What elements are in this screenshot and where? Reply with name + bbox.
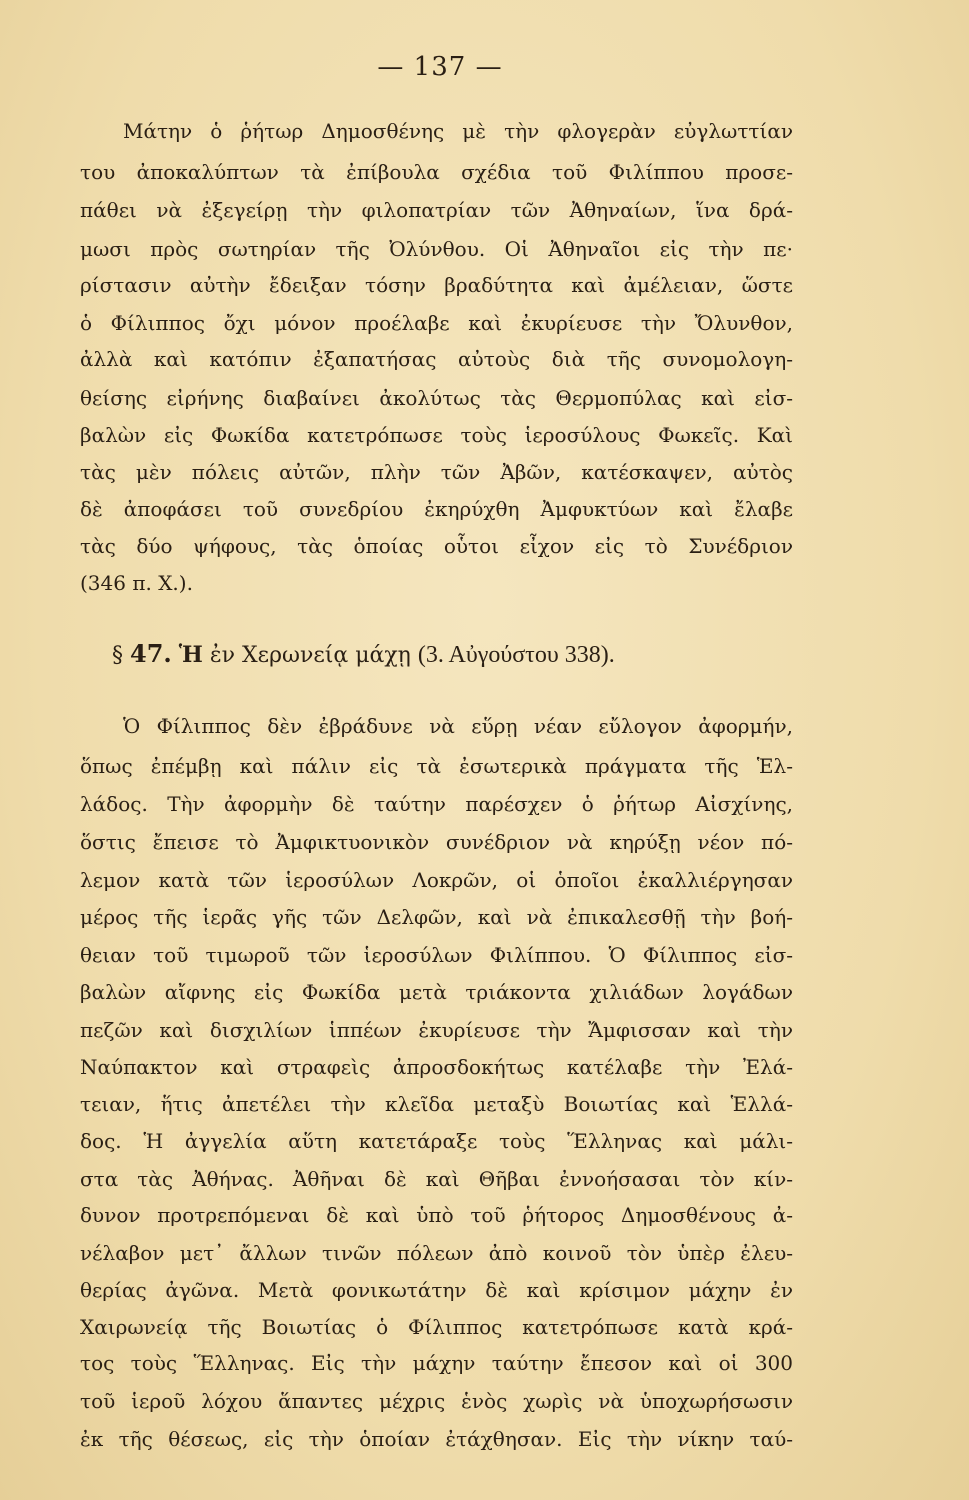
text-line: τειαν, ἥτις ἀπετέλει τὴν κλεῖδα μεταξὺ Βοιωτίας καὶ Ἑλλά- (80, 1092, 793, 1116)
section-number: 47. (130, 639, 172, 668)
text-line: λάδος. Τὴν ἀφορμὴν δὲ ταύτην παρέσχεν ὁ ῥήτωρ Αἰσχίνης, (80, 792, 793, 816)
text-line: πεζῶν καὶ δισχιλίων ἱππέων ἐκυρίευσε τὴν Ἄμφισσαν καὶ τὴν (80, 1018, 793, 1042)
text-line: δὲ ἀποφάσει τοῦ συνεδρίου ἐκηρύχθη Ἀμφυκτύων καὶ ἔλαβε (80, 497, 793, 521)
text-line: ἀλλὰ καὶ κατόπιν ἐξαπατήσας αὐτοὺς διὰ τῆς συνομολογη- (80, 347, 793, 371)
section-title: ἐν Χερωνείᾳ μάχῃ (209, 643, 411, 668)
section-date: (3. Αὐγούστου 338). (417, 642, 615, 668)
text-line: θειαν τοῦ τιμωροῦ τῶν ἱεροσύλων Φιλίππου. Ὁ Φίλιππος εἰσ- (80, 943, 793, 967)
text-line: τὰς δύο ψήφους, τὰς ὁποίας οὗτοι εἶχον εἰς τὸ Συνέδριον (80, 534, 793, 558)
text-line: τος τοὺς Ἕλληνας. Εἰς τὴν μάχην ταύτην ἔπεσον καὶ οἱ 300 (80, 1351, 793, 1375)
text-line: Ναύπακτον καὶ στραφεὶς ἀπροσδοκήτως κατέλαβε τὴν Ἐλά- (80, 1055, 793, 1079)
text-line: ὅστις ἔπεισε τὸ Ἀμφικτυονικὸν συνέδριον νὰ κηρύξῃ νέον πό- (80, 830, 793, 854)
text-line: θερίας ἀγῶνα. Μετὰ φονικωτάτην δὲ καὶ κρίσιμον μάχην ἐν (80, 1278, 793, 1302)
text-line: (346 π. Χ.). (80, 571, 193, 595)
text-line: δος. Ἡ ἀγγελία αὕτη κατετάραξε τοὺς Ἕλληνας καὶ μάλι- (80, 1129, 793, 1153)
text-line: στα τὰς Ἀθήνας. Ἀθῆναι δὲ καὶ Θῆβαι ἐννοήσασαι τὸν κίν- (80, 1167, 793, 1191)
text-line: θείσης εἰρήνης διαβαίνει ἀκολύτως τὰς Θερμοπύλας καὶ εἰσ- (80, 386, 793, 410)
text-line: βαλὼν αἴφνης εἰς Φωκίδα μετὰ τριάκοντα χιλιάδων λογάδων (80, 980, 793, 1004)
text-line: τὰς μὲν πόλεις αὐτῶν, πλὴν τῶν Ἀβῶν, κατέσκαψεν, αὐτὸς (80, 460, 793, 484)
text-line: λεμον κατὰ τῶν ἱεροσύλων Λοκρῶν, οἱ ὁποῖοι ἐκαλλιέργησαν (80, 868, 793, 892)
text-line: πάθει νὰ ἐξεγείρῃ τὴν φιλοπατρίαν τῶν Ἀθηναίων, ἵνα δρά- (80, 198, 793, 222)
text-line: δυνον προτρεπόμεναι δὲ καὶ ὑπὸ τοῦ ῥήτορος Δημοσθένους ἀ- (80, 1203, 793, 1227)
text-line: μέρος τῆς ἱερᾶς γῆς τῶν Δελφῶν, καὶ νὰ ἐπικαλεσθῇ τὴν βοή- (80, 905, 793, 929)
text-line: ὁ Φίλιππος ὄχι μόνον προέλαβε καὶ ἐκυρίευσε τὴν Ὄλυνθον, (80, 311, 793, 335)
text-line: Μάτην ὁ ῥήτωρ Δημοσθένης μὲ τὴν φλογερὰν εὐγλωττίαν (123, 119, 793, 143)
section-mark: § (112, 643, 123, 668)
text-line: Χαιρωνείᾳ τῆς Βοιωτίας ὁ Φίλιππος κατετρόπωσε κατὰ κρά- (80, 1315, 793, 1339)
page-number: — 137 — (377, 52, 503, 82)
text-line: του ἀποκαλύπτων τὰ ἐπίβουλα σχέδια τοῦ Φιλίππου προσε- (80, 160, 793, 184)
text-line: νέλαβον μετ᾽ ἄλλων τινῶν πόλεων ἀπὸ κοινοῦ τὸν ὑπὲρ ἐλευ- (80, 1241, 793, 1265)
text-line: ρίστασιν αὐτὴν ἔδειξαν τόσην βραδύτητα καὶ ἀμέλειαν, ὥστε (80, 273, 793, 297)
text-line: Ὁ Φίλιππος δὲν ἐβράδυνε νὰ εὕρῃ νέαν εὔλογον ἀφορμήν, (123, 714, 793, 738)
text-line: μωσι πρὸς σωτηρίαν τῆς Ὀλύνθου. Οἱ Ἀθηναῖοι εἰς τὴν πε· (80, 237, 793, 261)
text-line: βαλὼν εἰς Φωκίδα κατετρόπωσε τοὺς ἱεροσύλους Φωκεῖς. Καὶ (80, 423, 793, 447)
text-line: τοῦ ἱεροῦ λόχου ἅπαντες μέχρις ἑνὸς χωρὶς νὰ ὑποχωρήσωσιν (80, 1389, 793, 1413)
section-title-article: Ἡ (178, 642, 203, 668)
section-heading (112, 640, 615, 670)
text-line: ἐκ τῆς θέσεως, εἰς τὴν ὁποίαν ἐτάχθησαν. Εἰς τὴν νίκην ταύ- (80, 1427, 793, 1451)
text-line: ὅπως ἐπέμβῃ καὶ πάλιν εἰς τὰ ἐσωτερικὰ πράγματα τῆς Ἑλ- (80, 754, 793, 778)
